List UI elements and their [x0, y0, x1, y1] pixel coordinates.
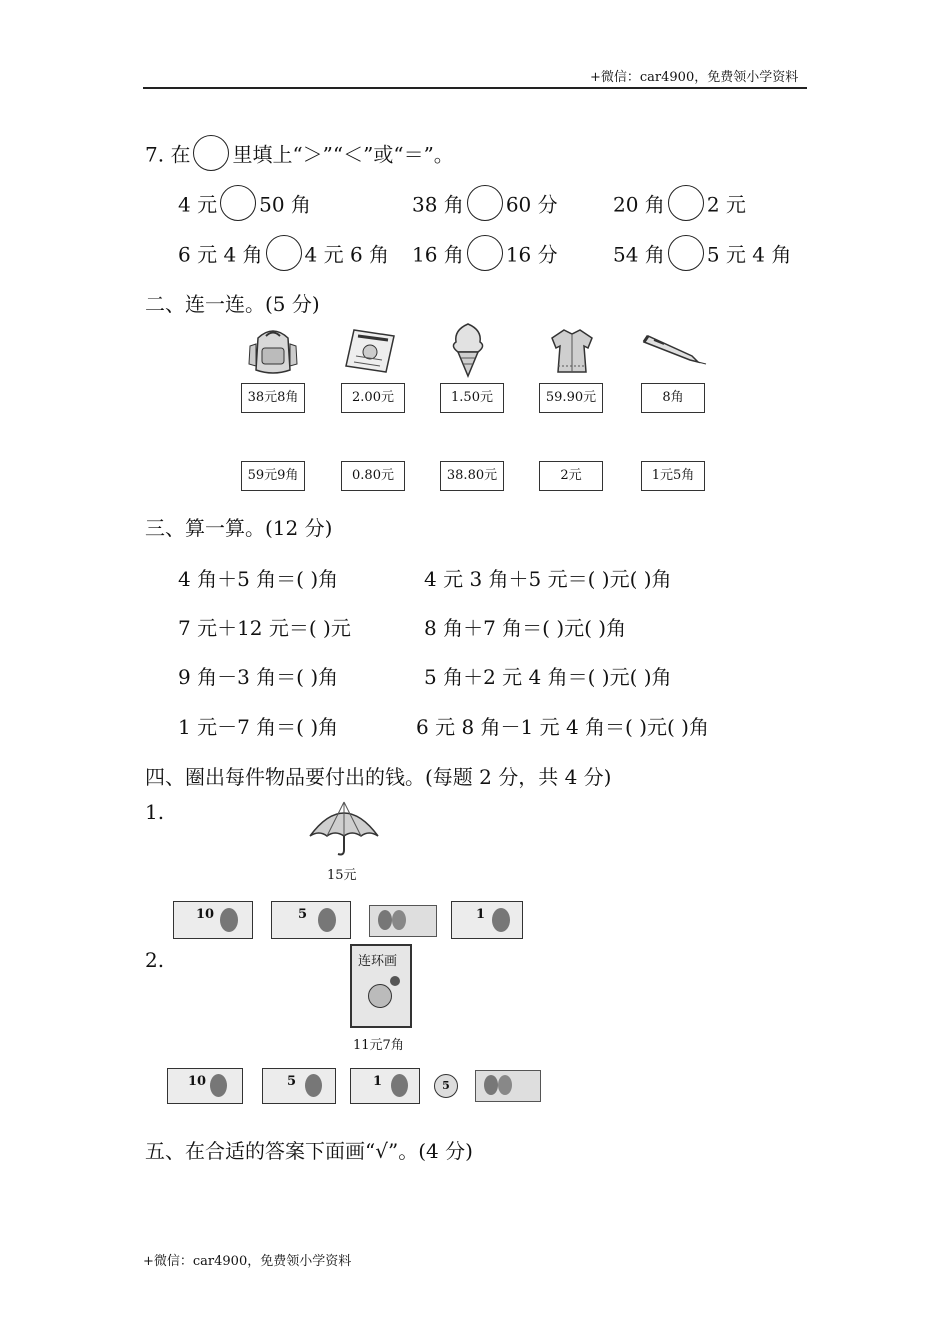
banknote-5-yuan[interactable]	[262, 1068, 336, 1104]
portrait-icon	[492, 908, 510, 932]
price-box-bottom[interactable]: 2元	[539, 461, 603, 491]
answer-circle[interactable]	[220, 185, 256, 221]
comic-book-title: 连环画	[358, 954, 398, 969]
answer-circle[interactable]	[193, 135, 229, 171]
calc-item[interactable]: 8 角＋7 角＝( )元( )角	[424, 616, 627, 640]
question-number: 1.	[145, 800, 165, 824]
comic-book-icon[interactable]	[350, 944, 412, 1028]
portrait-icon	[391, 1074, 408, 1097]
compare-left: 38 角	[412, 192, 464, 217]
page-footer-note: +微信：car4900，免费领小学资料	[143, 1254, 352, 1269]
compare-right: 16 分	[505, 242, 558, 267]
section-3-title: 三、算一算。(12 分)	[145, 516, 333, 540]
sun-icon	[390, 976, 400, 986]
note-denomination: 5	[298, 907, 308, 922]
calc-item[interactable]: 7 元＋12 元＝( )元	[178, 616, 351, 640]
banknote-1-yuan[interactable]	[451, 901, 523, 939]
book-icon[interactable]	[342, 326, 400, 376]
compare-right: 5 元 4 角	[706, 242, 792, 267]
price-box-top[interactable]: 8角	[641, 383, 705, 413]
price-box-top[interactable]: 1.50元	[440, 383, 504, 413]
compare-left: 4 元	[178, 192, 218, 217]
section-4-title: 四、圈出每件物品要付出的钱。(每题 2 分，共 4 分)	[145, 765, 612, 789]
compare-right: 50 角	[259, 192, 311, 217]
note-denomination: 5	[287, 1074, 297, 1089]
banknote-jiao[interactable]	[369, 905, 437, 937]
compare-right: 4 元 6 角	[304, 242, 390, 267]
portrait-icon	[378, 910, 392, 930]
answer-circle[interactable]	[266, 235, 302, 271]
note-denomination: 1	[476, 907, 486, 922]
q7-item	[613, 188, 746, 224]
q7-intro-pre: 7. 在	[145, 142, 191, 167]
q7-item	[613, 238, 791, 274]
answer-circle[interactable]	[467, 235, 503, 271]
banknote-10-yuan[interactable]	[167, 1068, 243, 1104]
question-number: 2.	[145, 948, 165, 972]
calc-item[interactable]: 1 元－7 角＝( )角	[178, 715, 339, 739]
banknote-5-yuan[interactable]	[271, 901, 351, 939]
price-box-top[interactable]: 2.00元	[341, 383, 405, 413]
price-box-top[interactable]: 59.90元	[539, 383, 603, 413]
section-2-title: 二、连一连。(5 分)	[145, 292, 320, 316]
q7-intro	[145, 138, 454, 174]
compare-left: 16 角	[412, 242, 464, 267]
compare-left: 54 角	[613, 242, 665, 267]
banknote-10-yuan[interactable]	[173, 901, 253, 939]
compare-left: 6 元 4 角	[178, 242, 263, 267]
price-box-bottom[interactable]: 0.80元	[341, 461, 405, 491]
portrait-icon	[305, 1074, 322, 1097]
price-box-bottom[interactable]: 59元9角	[241, 461, 305, 491]
portrait-icon	[220, 908, 238, 932]
comic-book-price: 11元7角	[353, 1038, 404, 1053]
note-denomination: 1	[373, 1074, 383, 1089]
q7-item	[412, 238, 558, 274]
answer-circle[interactable]	[668, 185, 704, 221]
chick-icon	[368, 984, 392, 1008]
calc-item[interactable]: 4 元 3 角＋5 元＝( )元( )角	[424, 567, 672, 591]
banknote-1-yuan[interactable]	[350, 1068, 420, 1104]
note-denomination: 10	[196, 907, 215, 922]
banknote-jiao[interactable]	[475, 1070, 541, 1102]
backpack-icon[interactable]	[244, 326, 302, 376]
umbrella-price: 15元	[327, 868, 357, 883]
header-rule	[143, 87, 807, 89]
price-box-bottom[interactable]: 38.80元	[440, 461, 504, 491]
calc-item[interactable]: 4 角＋5 角＝( )角	[178, 567, 339, 591]
answer-circle[interactable]	[467, 185, 503, 221]
compare-right: 60 分	[505, 192, 558, 217]
answer-circle[interactable]	[668, 235, 704, 271]
portrait-icon	[484, 1075, 498, 1095]
q7-item	[178, 188, 311, 224]
portrait-icon	[318, 908, 336, 932]
compare-right: 2 元	[706, 192, 746, 217]
page-header-note: +微信：car4900，免费领小学资料	[590, 70, 799, 85]
coin-5-jiao[interactable]: 5	[434, 1074, 458, 1098]
portrait-icon	[498, 1075, 512, 1095]
calc-item[interactable]: 5 角＋2 元 4 角＝( )元( )角	[424, 665, 672, 689]
price-box-bottom[interactable]: 1元5角	[641, 461, 705, 491]
compare-left: 20 角	[613, 192, 665, 217]
q7-item	[178, 238, 389, 274]
note-denomination: 10	[188, 1074, 207, 1089]
portrait-icon	[210, 1074, 227, 1097]
ice-cream-icon[interactable]	[448, 322, 488, 378]
umbrella-icon[interactable]	[306, 796, 382, 858]
portrait-icon	[392, 910, 406, 930]
dress-icon[interactable]	[544, 326, 600, 376]
pen-icon[interactable]	[640, 334, 708, 368]
calc-item[interactable]: 6 元 8 角－1 元 4 角＝( )元( )角	[416, 715, 709, 739]
calc-item[interactable]: 9 角－3 角＝( )角	[178, 665, 339, 689]
section-5-title: 五、在合适的答案下面画“√”。(4 分)	[145, 1139, 473, 1163]
price-box-top[interactable]: 38元8角	[241, 383, 305, 413]
q7-intro-post: 里填上“＞”“＜”或“＝”。	[232, 142, 454, 167]
q7-item	[412, 188, 558, 224]
